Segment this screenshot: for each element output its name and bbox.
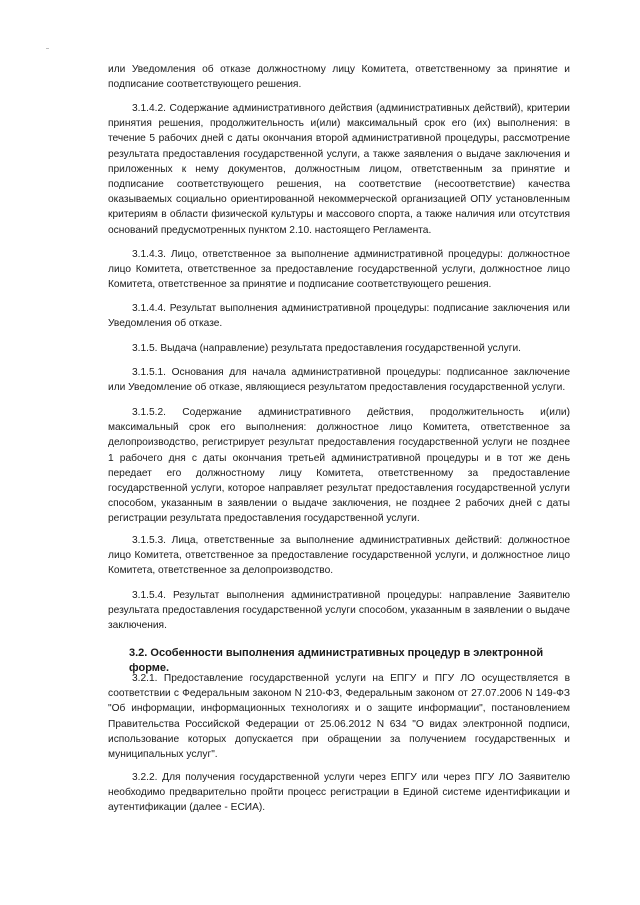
paragraph-continuation: или Уведомления об отказе должностному лицу Комитета, ответственному за принятие и подписание соответствующего решения. [108, 64, 570, 91]
paragraph-3-1-5-1: 3.1.5.1. Основания для начала административной процедуры: подписанное заключение или Уведомление об отказе, являющиеся результатом предоставления государственной услуги. [108, 367, 570, 394]
paragraph-3-1-5-4: 3.1.5.4. Результат выполнения административной процедуры: направление Заявителю результата предоставления государственной услуги способом, указанным в заявлении о выдаче заключения. [108, 590, 570, 632]
paragraph-3-1-5: 3.1.5. Выдача (направление) результата предоставления государственной услуги. [132, 343, 521, 354]
paragraph-3-1-4-4: 3.1.4.4. Результат выполнения административной процедуры: подписание заключения или Уведомления об отказе. [108, 303, 570, 330]
paragraph-3-1-4-2: 3.1.4.2. Содержание административного действия (административных действий), критерии принятия решения, продолжительность и(или) максимальный срок его (их) выполнения: в течение 5 рабочих дней с даты окончания второй административной процедуры, рассмотрение результата предоставления государственной услуги, а также заявления о выдаче заключения и приложенных к нему документов, должностным лицом, ответственным за принятие и подписание соответствующего решения, на соответствие (несоответствие) качества оказываемых социально ориентированной некоммерческой организацией ОПУ установленным критериям в области физической культуры и массового спорта, а также наличия или отсутствия оснований предусмотренных пунктом 2.10. настоящего Регламента. [108, 103, 570, 236]
paragraph-3-1-4-3: 3.1.4.3. Лицо, ответственное за выполнение административной процедуры: должностное лицо Комитета, ответственное за предоставление государственной услуги, должностное лицо Комитета, ответственное за принятие и подписание соответствующего решения. [108, 249, 570, 291]
paragraph-3-1-5-3: 3.1.5.3. Лица, ответственные за выполнение административных действий: должностное лицо Комитета, ответственное за предоставление государственной услуги, и должностное лицо Комитета, ответственное за делопроизводство. [108, 535, 570, 577]
paragraph-3-2-1: 3.2.1. Предоставление государственной услуги на ЕПГУ и ПГУ ЛО осуществляется в соответствии с Федеральным законом N 210-ФЗ, Федеральным законом от 27.07.2006 N 149-ФЗ "Об информации, информационных технологиях и о защите информации", постановлением Правительства Российской Федерации от 25.06.2012 N 634 "О видах электронной подписи, использование которых допускается при обращении за получением государственных и муниципальных услуг". [108, 673, 570, 761]
paragraph-3-2-2: 3.2.2. Для получения государственной услуги через ЕПГУ или через ПГУ ЛО Заявителю необходимо предварительно пройти процесс регистрации в Единой системе идентификации и аутентификации (далее - ЕСИА). [108, 772, 570, 814]
scan-mark [46, 48, 49, 49]
paragraph-3-1-5-2: 3.1.5.2. Содержание административного действия, продолжительность и(или) максимальный срок его выполнения: должностное лицо Комитета, ответственное за делопроизводство, регистрирует результат предоставления государственной услуги не позднее 1 рабочего дня с даты окончания третьей административной процедуры и в тот же день передает его должностному лицу Комитета, ответственному за предоставление государственной услуги, которое направляет результат предоставления государственной услуги способом, указанным в заявлении о выдаче заключения, не позднее 2 рабочих дней с даты регистрации результата предоставления государственной услуги. [108, 407, 570, 525]
section-heading: 3.2. Особенности выполнения административных процедур в электронной форме. [129, 647, 544, 674]
